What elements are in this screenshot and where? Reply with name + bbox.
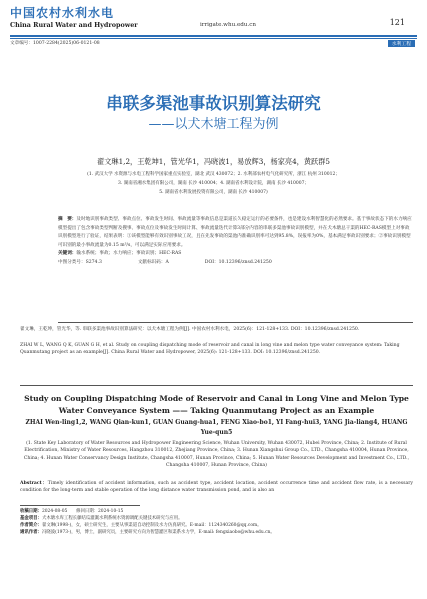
footnote-label: 收稿日期：: [20, 509, 42, 514]
abstract-cn: [58, 216, 413, 268]
keywords-label: 关键词：: [58, 251, 77, 257]
document-code: 文献标识码：A: [137, 259, 169, 265]
english-title: Study on Coupling Dispatching Mode of Reservoir and Canal in Long Vine and Melon Type Water Conveyance System —— Taking Quanmutang Project as an Example: [24, 394, 409, 415]
header-rule-thick: [10, 35, 417, 37]
footnote-received: [20, 509, 413, 516]
paper-subtitle: ——以犬木塘工程为例: [148, 117, 279, 132]
keywords: [58, 250, 413, 259]
divider: [20, 385, 413, 386]
journal-name-cn: 中国农村水利水电: [10, 6, 115, 20]
affiliation-line: (1. 武汉大学 水资源与水电工程科学国家重点实验室，湖北 武汉 430072；2. 水利部农村电气化研究所，浙江 杭州 310012；: [87, 172, 340, 177]
footnote-label: 通讯作者：: [20, 529, 42, 535]
paper-title: 串联多渠池事故识别算法研究: [106, 94, 321, 113]
abstract-cn-body: [58, 216, 413, 250]
divider: [58, 322, 413, 323]
english-abstract-text: Timely identification of accident information, such as accident type, accident location, accident occurrence time and accident flow rate, is a necessary condition for the long-term and stable operation of the long distance water transmission pond, and is also an: [20, 481, 413, 494]
category-badge: 水利工程: [388, 40, 415, 47]
citation-en: ZHAI W L, WANG Q K, GUAN G H, et al. Study on coupling dispatching mode of reservoir and canal in long vine and melon type water conveyance system: Taking Quanmutang project as an example[J]. China Rural Water and Hydropower, 2025(6): 121-128+133. DOI: 10.12396/znsd.241250.: [20, 343, 400, 356]
affiliation-line: 3. 湖南省湘水集团有限公司，湖南 长沙 410004；4. 湖南省水利设计院，湖南 长沙 410007；: [117, 181, 310, 187]
footnote-text: 翟文琳(1998-)，女，硕士研究生，主要从事渠道自动控制及水力仿真研究。E-mail：1124340260@qq.com。: [41, 522, 262, 528]
footnote-text: 冯晓波(1973-)，男，博士，副研究员，主要研究方向为智慧灌区和渠系水力学，E-mail: fengxiaobo@whu.edu.cn。: [41, 529, 275, 535]
journal-site: irrigate.whu.edu.cn: [200, 22, 256, 28]
keywords-text: 输水系统；事故；水力响应；事故识别；HEC-RAS: [76, 251, 182, 257]
english-authors: ZHAI Wen-ling1,2, WANG Qian-kun1, GUAN Guang-hua1, FENG Xiao-bo1, YI Fang-hui3, YANG Jia-liang4, HUANG Yue-qun5: [25, 419, 408, 436]
clc-number: 中图分类号：S274.3: [58, 259, 102, 265]
footnote-text: 2024-08-05 修回日期：2024-10-15: [41, 509, 124, 514]
doi: DOI：10.12396/znsd.241250: [204, 259, 272, 265]
header-rule-thin: [10, 38, 417, 39]
footnote-rule: [20, 505, 140, 506]
abstract-text: 及时地识别事故类型、事故点位、事故发生时间、事故流量等事故信息是渠道长久稳定运行的必要条件，也是建设水利智慧化的必然要求。基于事故状态下的水力响应模型提出了包含事故类型判断及搜事、事故点位及事故发生时间计算、事故流量迭代计算3部分内容的串联多渠池事故识别模型，并在犬木塘总干渠的HEC-RAS模型上对事故识别模型进行了验证，结果表明：①该模型能够有效识别事故工况，且在先发事故的渠池内准确识别率可达到95.8%，误报率为0%，基本满足事故识别要求；②事故识别模型可识别的最小事故流量为0.15 m³/s，可以满足实际应用要求。: [58, 217, 412, 248]
english-abstract-label: Abstract：: [20, 481, 48, 486]
footnote-text: 犬木塘水库工程长藤结瓜灌溉水利系统水资源调配关键技术研究与应用。: [41, 515, 183, 521]
page-number: 121: [389, 18, 405, 27]
affiliations: [40, 170, 387, 198]
footnote-funding: [20, 516, 413, 523]
journal-name-en: China Rural Water and Hydropower: [10, 21, 138, 29]
footnotes: [20, 509, 413, 537]
footnote-author: [20, 523, 413, 530]
affiliation-line: 5. 湖南省水利发展投资有限公司，湖南 长沙 410007): [159, 190, 268, 196]
classification-row: [58, 259, 413, 268]
citation-cn: 翟文琳，王乾坤，管光华，等. 串联多渠池事故识别算法研究：以犬木塘工程为例[J]. 中国农村水利水电，2025(6)：121-128+133. DOI：10.12396/znsd.241250.: [20, 327, 360, 332]
footnote-corresponding: [20, 530, 413, 537]
article-number: 文章编号：1007-2284(2025)06-0121-08: [10, 41, 100, 46]
english-abstract: [20, 480, 413, 495]
footnote-label: 基金项目：: [20, 515, 42, 521]
english-affiliations: (1. State Key Laboratory of Water Resources and Hydropower Engineering Science, Wuhan University, Wuhan 430072, Hubei Province, China; 2. Institute of Rural Electrification, Ministry of Water Resources, Hangzhou 310012, Zhejiang Province, China; 3. Hunan Xiangshui Group Co., LTD., Changsha 410004, Hunan Province, China; 4. Hunan Water Conservancy Design Institute, Changsha 410007, Hunan Province, China; 5. Hunan Water Resources Development and Investment Co., LTD., Changsha 410007, Hunan Province, China): [23, 441, 410, 469]
author-list: 翟文琳1,2，王乾坤1，管光华1，冯晓波1，易放辉3，杨家亮4，黄跃群5: [97, 157, 330, 166]
abstract-label: 摘 要：: [58, 217, 77, 222]
footnote-label: 作者简介：: [20, 522, 42, 528]
